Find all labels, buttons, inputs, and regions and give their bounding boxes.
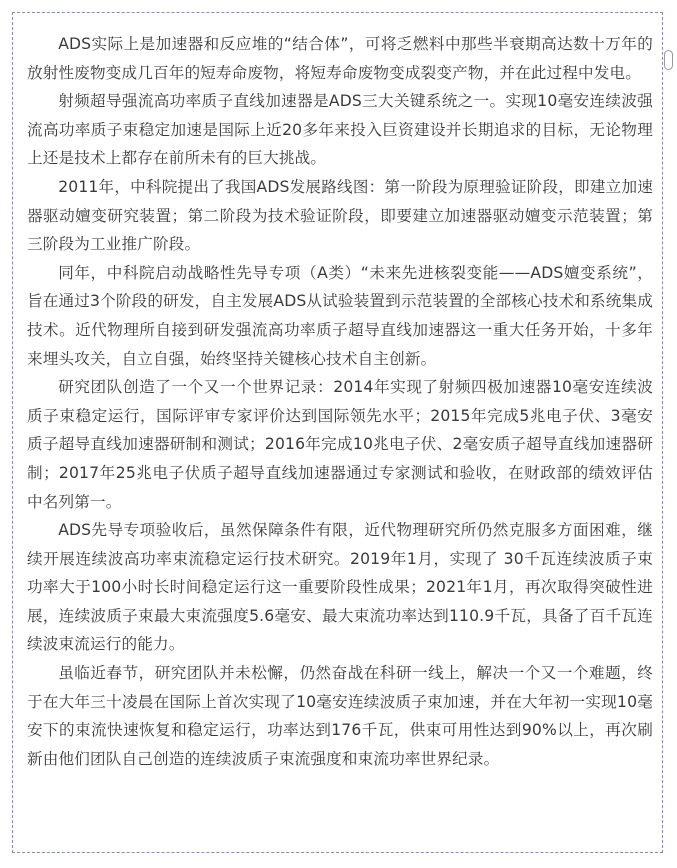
paragraph: 射频超导强流高功率质子直线加速器是ADS三大关键系统之一。实现10毫安连续波强流高功率质子束稳定加速是国际上近20多年来投入巨资建设并长期追求的目标，无论物理上还是技术上都存在前所未有的巨大挑战。 xyxy=(27,92,653,168)
paragraph: ADS先导专项验收后，虽然保障条件有限，近代物理研究所仍然克服多方面困难，继续开展连续波高功率束流稳定运行技术研究。2019年1月，实现了 30千瓦连续波质子束功率大于100小时长时间稳定运行这一重要阶段性成果；2021年1月，再次取得突破性进展，连续波质子束最大束流强度5.6毫安、最大束流功率达到110.9千瓦，具备了百千瓦连续波束流运行的能力。 xyxy=(27,521,653,654)
article-body xyxy=(27,30,653,773)
paragraph: 虽临近春节，研究团队并未松懈，仍然奋战在科研一线上，解决一个又一个难题，终于在大年三十凌晨在国际上首次实现了10毫安连续波质子束加速，并在大年初一实现10毫安下的束流快速恢复和稳定运行，功率达到176千瓦，供束可用性达到90%以上，再次刷新由他们团队自己创造的连续波质子束流强度和束流功率世界纪录。 xyxy=(27,664,653,768)
scroll-handle[interactable] xyxy=(664,50,673,70)
paragraph: 同年，中科院启动战略性先导专项（A类）“未来先进核裂变能——ADS嬗变系统”，旨在通过3个阶段的研发，自主发展ADS从试验装置到示范装置的全部核心技术和系统集成技术。近代物理所自接到研发强流高功率质子超导直线加速器这一重大任务开始，十多年来埋头攻关，自立自强，始终坚持关键核心技术自主创新。 xyxy=(27,263,653,368)
paragraph: 研究团队创造了一个又一个世界记录：2014年实现了射频四极加速器10毫安连续波质子束稳定运行，国际评审专家评价达到国际领先水平；2015年完成5兆电子伏、3毫安质子超导直线加速器研制和测试；2016年完成10兆电子伏、2毫安质子超导直线加速器研制；2017年25兆电子伏质子超导直线加速器通过专家测试和验收，在财政部的绩效评估中名列第一。 xyxy=(27,378,653,511)
paragraph: ADS实际上是加速器和反应堆的“结合体”，可将乏燃料中那些半衰期高达数十万年的放射性废物变成几百年的短寿命废物，将短寿命废物变成裂变产物，并在此过程中发电。 xyxy=(27,35,653,82)
paragraph: 2011年，中科院提出了我国ADS发展路线图：第一阶段为原理验证阶段，即建立加速器驱动嬗变研究装置；第二阶段为技术验证阶段，即要建立加速器驱动嬗变示范装置；第三阶段为工业推广阶段。 xyxy=(27,177,653,254)
